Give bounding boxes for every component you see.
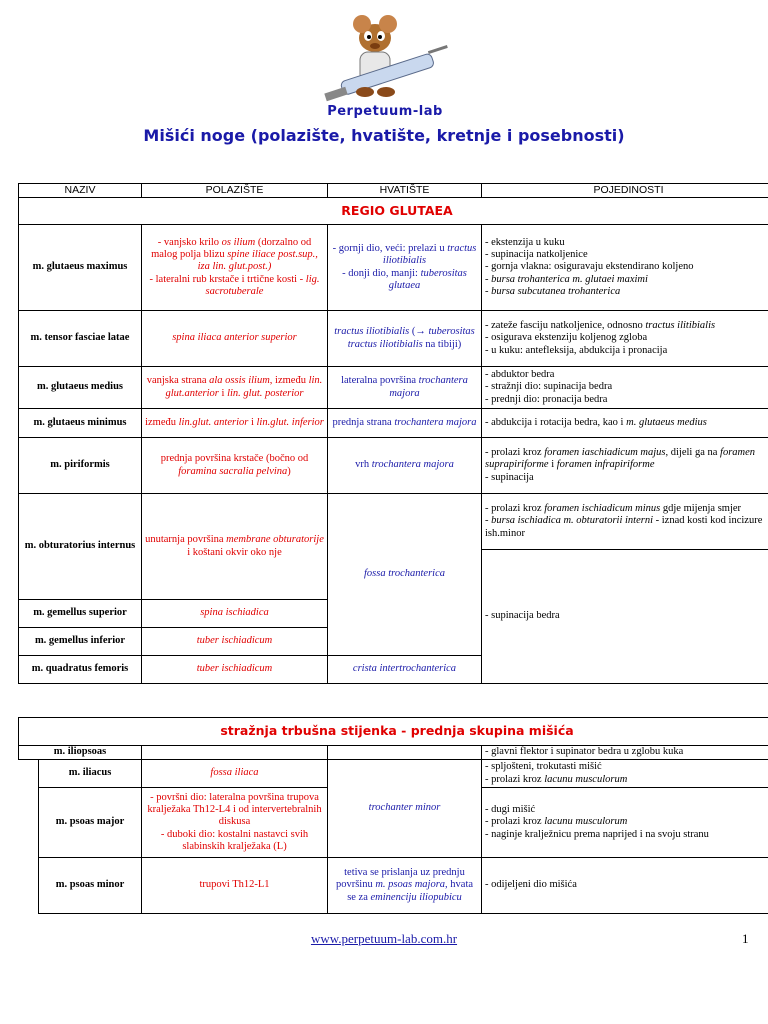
origin-cell: vanjska strana ala ossis ilium, između lin. glut.anterior i lin. glut. posterior — [142, 367, 328, 409]
table-row — [19, 409, 768, 438]
table-row — [19, 367, 768, 409]
details-cell: - abdukcija i rotacija bedra, kao i m. glutaeus medius — [482, 409, 768, 438]
muscle-name: m. glutaeus maximus — [19, 225, 142, 311]
gluteal-muscles-table — [18, 183, 768, 684]
page-title: Mišići noge (polazište, hvatište, kretnje i posebnosti) — [143, 126, 625, 145]
details-cell: - ekstenzija u kuku - supinacija natkoljenice - gornja vlakna: osiguravaju ekstendirano koljeno - bursa trohanterica m. glutaei maximi - bursa subcutanea trohanterica — [482, 225, 768, 311]
origin-cell: spina ischiadica — [142, 600, 328, 628]
origin-cell: - vanjsko krilo os ilium (dorzalno od malog polja blizu spine iliace post.sup., iza lin. glut.post.) - lateralni rub krstače i trtične kosti - lig. sacrotuberale — [142, 225, 328, 311]
insertion-cell: - gornji dio, veći: prelazi u tractus iliotibialis - donji dio, manji: tuberositas glutaea — [328, 225, 482, 311]
header-hvatiste: HVATIŠTE — [328, 184, 482, 198]
muscle-name: m. gemellus inferior — [19, 628, 142, 656]
details-cell: - glavni flektor i supinator bedra u zglobu kuka — [482, 746, 768, 760]
details-cell-shared: - supinacija bedra — [482, 550, 768, 684]
table-row — [19, 225, 768, 311]
origin-cell-empty — [142, 746, 328, 760]
section-title: stražnja trbušna stijenka - prednja skupina mišića — [19, 718, 768, 746]
footer-link[interactable]: www.perpetuum-lab.com.hr — [310, 931, 458, 946]
details-cell: - abduktor bedra - stražnji dio: supinacija bedra - prednji dio: pronacija bedra — [482, 367, 768, 409]
details-cell: - odijeljeni dio mišića — [482, 858, 768, 914]
muscle-name: m. piriformis — [19, 438, 142, 494]
details-cell: - spljošteni, trokutasti mišić - prolazi kroz lacunu musculorum — [482, 760, 768, 788]
muscle-name: m. psoas minor — [39, 858, 142, 914]
iliopsoas-table — [18, 717, 768, 914]
origin-cell: - površni dio: lateralna površina trupova kralježaka Th12-L4 i od intervertebralnih diskusa - duboki dio: kostalni nastavci svih slabinskih kralježaka (L) — [142, 788, 328, 858]
insertion-cell-shared: fossa trochanterica — [328, 494, 482, 656]
header-naziv: NAZIV — [19, 184, 142, 198]
insertion-cell-empty — [328, 746, 482, 760]
insertion-cell: tractus iliotibialis (→ tuberositas tractus iliotibialis na tibiji) — [328, 311, 482, 367]
muscle-name: m. quadratus femoris — [19, 656, 142, 684]
table-header-row — [19, 184, 768, 198]
details-cell: - prolazi kroz foramen iaschiadicum majus, dijeli ga na foramen suprapiriforme i foramen infrapiriforme - supinacija — [482, 438, 768, 494]
section-row — [19, 198, 768, 225]
insertion-cell: tetiva se prislanja uz prednju površinu m. psoas majora, hvata se za eminenciju iliopubicu — [328, 858, 482, 914]
perpetuum-lab-logo — [320, 10, 450, 125]
muscle-name: m. psoas major — [39, 788, 142, 858]
table-row — [19, 760, 768, 788]
insertion-cell-shared: trochanter minor — [328, 760, 482, 858]
details-cell: - dugi mišić - prolazi kroz lacunu musculorum - naginje kralježnicu prema naprijed i na svoju stranu — [482, 788, 768, 858]
section-row — [19, 718, 768, 746]
insertion-cell: crista intertrochanterica — [328, 656, 482, 684]
table-row — [19, 858, 768, 914]
origin-cell: fossa iliaca — [142, 760, 328, 788]
indent-spacer — [19, 760, 39, 914]
origin-cell: trupovi Th12-L1 — [142, 858, 328, 914]
details-cell: - prolazi kroz foramen ischiadicum minus gdje mijenja smjer - bursa ischiadica m. obturatorii interni - iznad kosti kod incizure ish.minor — [482, 494, 768, 550]
insertion-cell: vrh trochantera majora — [328, 438, 482, 494]
muscle-name: m. glutaeus minimus — [19, 409, 142, 438]
header-pojedinosti: POJEDINOSTI — [482, 184, 768, 198]
origin-cell: tuber ischiadicum — [142, 628, 328, 656]
logo-text: Perpetuum-lab — [327, 104, 443, 119]
table-row — [19, 438, 768, 494]
insertion-cell: prednja strana trochantera majora — [328, 409, 482, 438]
insertion-cell: lateralna površina trochantera majora — [328, 367, 482, 409]
muscle-name: m. tensor fasciae latae — [19, 311, 142, 367]
origin-cell: spina iliaca anterior superior — [142, 311, 328, 367]
origin-cell: između lin.glut. anterior i lin.glut. inferior — [142, 409, 328, 438]
table-row — [19, 494, 768, 550]
muscle-name: m. obturatorius internus — [19, 494, 142, 600]
muscle-name: m. glutaeus medius — [19, 367, 142, 409]
origin-cell: prednja površina krstače (bočno od foramina sacralia pelvina) — [142, 438, 328, 494]
origin-cell: tuber ischiadicum — [142, 656, 328, 684]
table-row — [19, 746, 768, 760]
muscle-name: m. iliacus — [39, 760, 142, 788]
muscle-name: m. iliopsoas — [19, 746, 142, 760]
page-number: 1 — [742, 931, 749, 946]
table-row — [19, 311, 768, 367]
section-title: REGIO GLUTAEA — [19, 198, 768, 225]
origin-cell: unutarnja površina membrane obturatorije i koštani okvir oko nje — [142, 494, 328, 600]
muscle-name: m. gemellus superior — [19, 600, 142, 628]
details-cell: - zateže fasciju natkoljenice, odnosno tractus ilitibialis - osigurava ekstenziju koljenog zgloba - u kuku: antefleksija, abdukcija i pronacija — [482, 311, 768, 367]
header-polaziste: POLAZIŠTE — [142, 184, 328, 198]
